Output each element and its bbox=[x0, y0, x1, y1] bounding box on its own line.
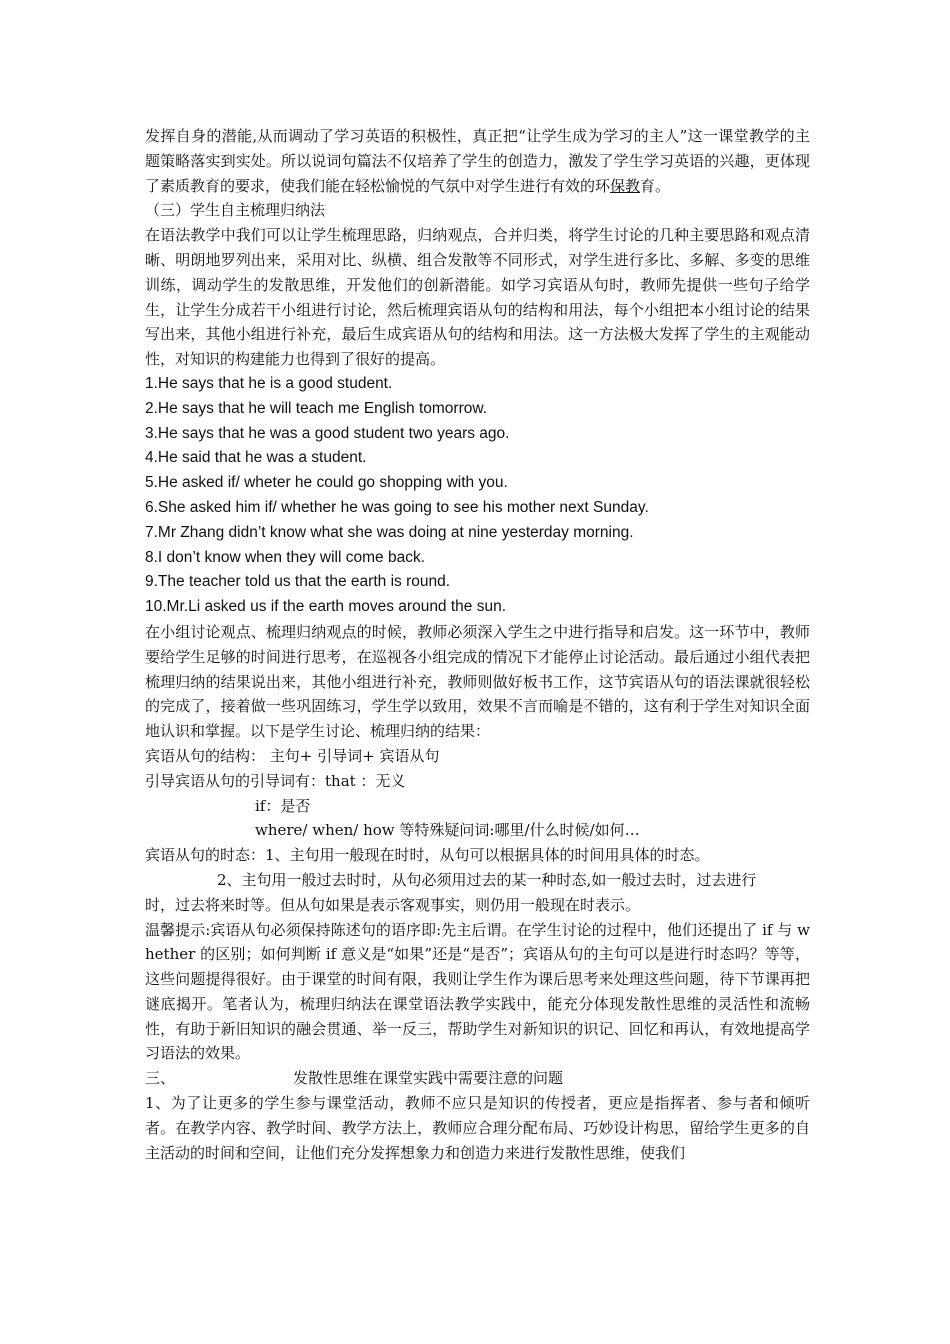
tense-line: 宾语从句的时态：1、主句用一般现在时时，从句可以根据具体的时间用具体的时态。 bbox=[145, 846, 710, 865]
example-sentence: 4.He said that he was a student. bbox=[145, 449, 367, 467]
method-paragraph: 在语法教学中我们可以让学生梳理思路，归纳观点，合并归类，将学生讨论的几种主要思路和观点清晰、明朗地罗列出来，采用对比、纵横、组合发散等不同形式，对学生进行多比、多解、多变的思维训练，调动学生的发散思维，开发他们的创新潜能。如学习宾语从句时，教师先提供一些句子给学生，让学生分成若干小组进行讨论，然后梳理宾语从句的结构和用法，每个小组把本小组讨论的结果写出来，其他小组进行补充，最后生成宾语从句的结构和用法。这一方法极大发挥了学生的主观能动性，对知识的构建能力也得到了很好的提高。 bbox=[145, 226, 810, 369]
intro-paragraph bbox=[145, 124, 810, 198]
section-heading-three bbox=[145, 1066, 810, 1091]
point-one-paragraph: 1、为了让更多的学生参与课堂活动，教师不应只是知识的传授者，更应是指挥者、参与者和倾听者。在教学内容、教学时间、教学方法上，教师应合理分配布局、巧妙设计构思，留给学生更多的自主活动的时间和空间，让他们充分发挥想象力和创造力来进行发散性思维，使我们 bbox=[145, 1094, 810, 1162]
example-sentence: 10.Mr.Li asked us if the earth moves around the sun. bbox=[145, 598, 507, 616]
example-sentence: 6.She asked him if/ whether he was going to see his mother next Sunday. bbox=[145, 498, 649, 516]
example-sentence: 8.I don’t know when they will come back. bbox=[145, 548, 425, 566]
example-sentence: 7.Mr Zhang didn’t know what she was doing at nine yesterday morning. bbox=[145, 523, 634, 541]
example-sentence: 5.He asked if/ wheter he could go shopping with you. bbox=[145, 474, 508, 492]
example-sentence: 9.The teacher told us that the earth is round. bbox=[145, 573, 451, 591]
document-page bbox=[145, 124, 810, 1165]
section-number: 三、 bbox=[145, 1069, 176, 1088]
example-sentence: 3.He says that he was a good student two years ago. bbox=[145, 424, 510, 442]
section-title: 发散性思维在课堂实践中需要注意的问题 bbox=[293, 1069, 564, 1088]
intro-paragraph-text: 发挥自身的潜能,从而调动了学习英语的积极性，真正把“让学生成为学习的主人”这一课堂教学的主题策略落实到实处。所以说词句篇法不仅培养了学生的创造力，激发了学生学习英语的兴趣，更体现了素质教育的要求，使我们能在轻松愉悦的气氛中对学生进行有效的环 bbox=[145, 127, 810, 195]
discussion-paragraph: 在小组讨论观点、梳理归纳观点的时候，教师必须深入学生之中进行指导和启发。这一环节中，教师要给学生足够的时间进行思考，在巡视各小组完成的情况下才能停止讨论活动。最后通过小组代表把梳理归纳的结果说出来，其他小组进行补充，教师则做好板书工作，这节宾语从句的语法课就很轻松的完成了，接着做一些巩固练习，学生学以致用，效果不言而喻是不错的，这有利于学生对知识全面地认识和掌握。以下是学生讨论、梳理归纳的结果： bbox=[145, 622, 810, 741]
section-heading-3: （三）学生自主梳理归纳法 bbox=[145, 201, 326, 220]
conjunction-line-wh: where/ when/ how 等特殊疑问词:哪里/什么时候/如何… bbox=[255, 821, 640, 840]
intro-paragraph-underlined: 保教 bbox=[610, 176, 641, 195]
example-sentence-list bbox=[145, 372, 810, 620]
example-sentence: 1.He says that he is a good student. bbox=[145, 374, 393, 392]
conjunction-line-if: if：是否 bbox=[255, 796, 311, 815]
structure-line: 宾语从句的结构： 主句+ 引导词+ 宾语从句 bbox=[145, 746, 440, 765]
tip-paragraph: 温馨提示:宾语从句必须保持陈述句的语序即:先主后谓。在学生讨论的过程中，他们还提出了 if 与 whether 的区别；如何判断 if 意义是“如果”还是“是否”；宾语从句的主句可以是进行时态吗？等等，这些问题提得很好。由于课堂的时间有限，我则让学生作为课后思考来处理这些问题，待下节课再把谜底揭开。笔者认为，梳理归纳法在课堂语法教学实践中，能充分体现发散性思维的灵活性和流畅性，有助于新旧知识的融会贯通、举一反三，帮助学生对新知识的识记、回忆和再认，有效地提高学习语法的效果。 bbox=[145, 920, 810, 1063]
intro-paragraph-end: 育。 bbox=[640, 176, 671, 195]
example-sentence: 2.He says that he will teach me English tomorrow. bbox=[145, 399, 488, 417]
tense-line-2b: 时，过去将来时等。但从句如果是表示客观事实，则仍用一般现在时表示。 bbox=[145, 895, 641, 914]
conjunction-line: 引导宾语从句的引导词有：that ：无义 bbox=[145, 771, 406, 790]
tense-line-2a: 2、主句用一般过去时时，从句必须用过去的某一种时态,如一般过去时，过去进行 bbox=[217, 870, 757, 889]
